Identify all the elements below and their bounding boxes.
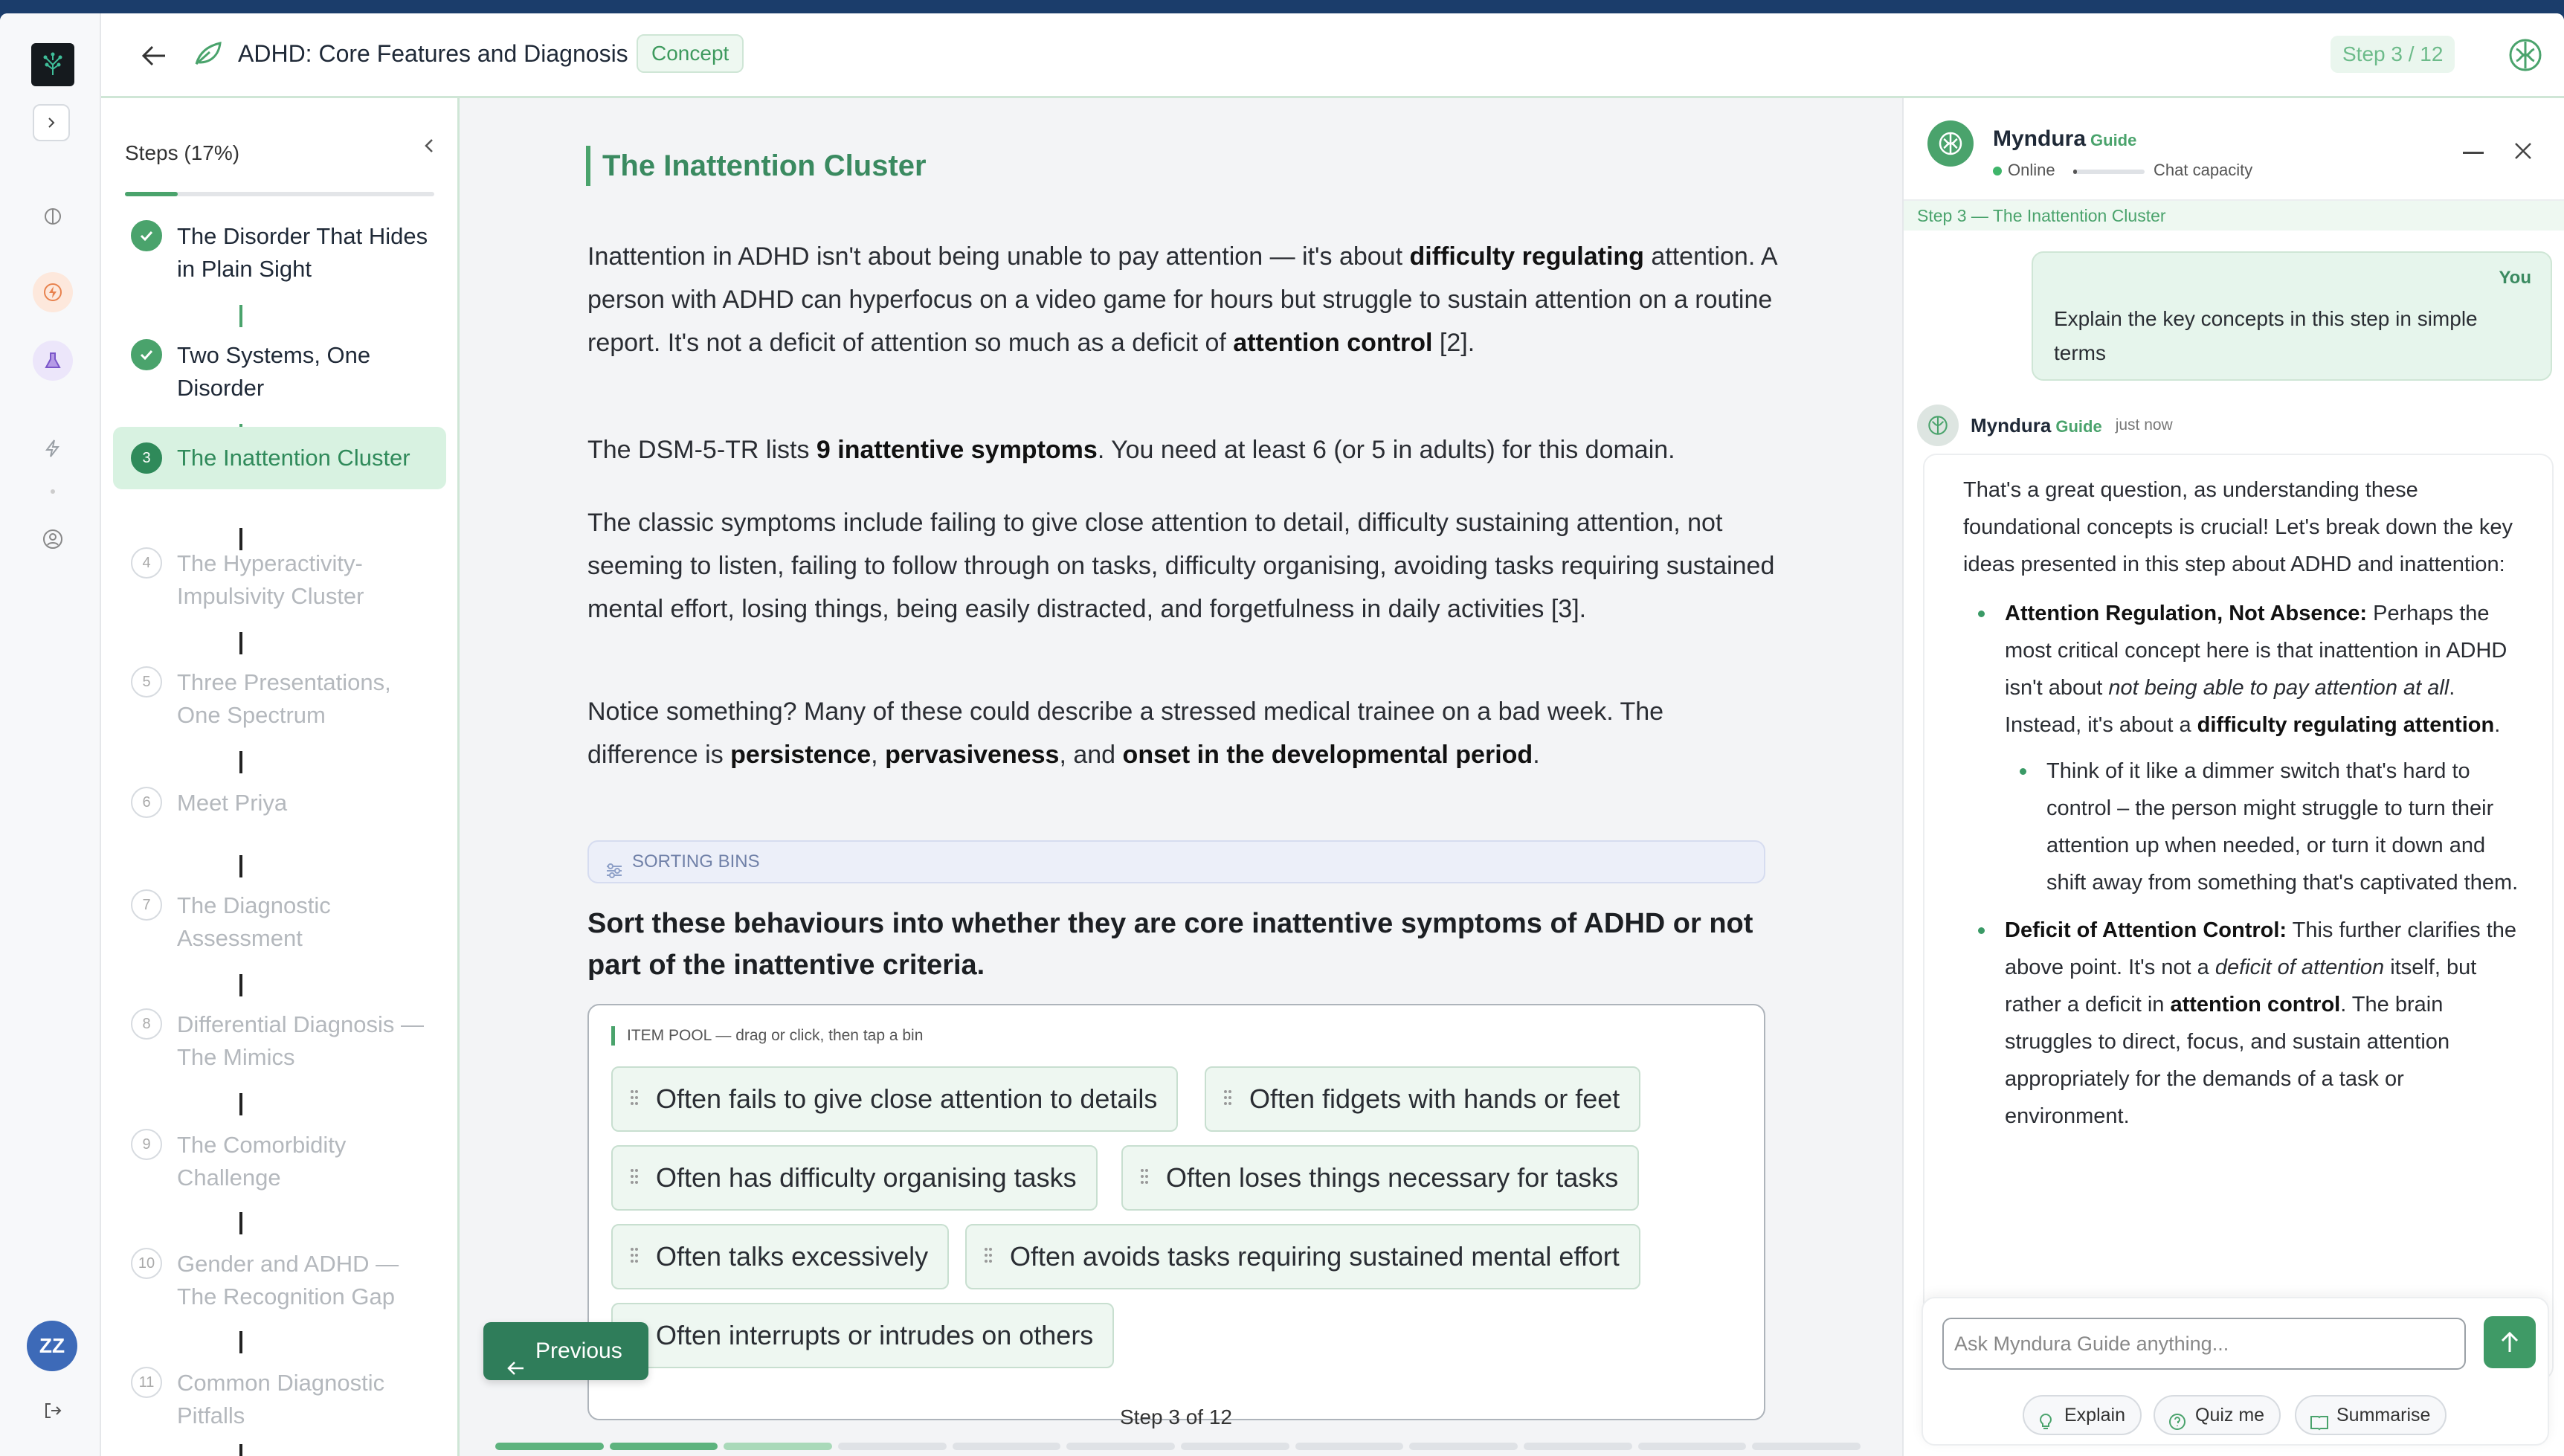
chat-capacity-label: Chat capacity — [2154, 161, 2253, 179]
chat-capacity-bar — [2073, 170, 2145, 174]
progress-segment — [724, 1443, 832, 1450]
expand-icon[interactable] — [33, 104, 70, 141]
step-number: 11 — [131, 1367, 162, 1398]
chat-input[interactable]: Ask Myndura Guide anything... — [1942, 1318, 2466, 1370]
step-item[interactable] — [113, 339, 446, 405]
explain-label: Explain — [2064, 1405, 2125, 1426]
logo-icon[interactable] — [31, 43, 74, 86]
app-rail — [0, 13, 101, 1456]
step-connector — [239, 751, 242, 773]
steps-progress-fill — [125, 192, 178, 196]
text: . — [1533, 741, 1540, 769]
back-arrow-icon — [506, 1341, 525, 1399]
step-number: 5 — [131, 666, 162, 698]
online-dot — [1993, 167, 2002, 175]
reply-bullet — [1963, 595, 2528, 901]
step-label-line: The Recognition Gap — [177, 1283, 395, 1310]
reply-intro: That's a great question, as understanding these foundational concepts is crucial! Let's break down the key ideas presented in this step about ADHD and inattention: — [1963, 478, 2513, 576]
activity-tag — [587, 840, 1765, 883]
step-label-line: Challenge — [177, 1165, 281, 1191]
emphasis: attention control — [2170, 993, 2341, 1017]
step-label-line: Gender and ADHD — — [177, 1251, 399, 1277]
paragraph-4 — [587, 690, 1777, 776]
grip-icon[interactable] — [631, 1169, 640, 1185]
chip-label: Often avoids tasks requiring sustained mental effort — [1010, 1241, 1620, 1272]
bot-message-body — [1963, 471, 2528, 1135]
progress-segment — [1409, 1443, 1518, 1450]
concept-badge: Concept — [637, 34, 744, 73]
text: This further clarifies the above point. It's not a — [2005, 918, 2517, 979]
sortable-chip[interactable] — [611, 1303, 1114, 1368]
emphasis: persistence — [730, 741, 872, 769]
step-label-line: Meet Priya — [177, 790, 288, 816]
step-label-line: The Comorbidity — [177, 1132, 347, 1158]
step-item[interactable] — [113, 1367, 446, 1432]
lightning-icon[interactable] — [33, 428, 73, 468]
step-label-line: Impulsivity Cluster — [177, 583, 364, 609]
step-label-line: Common Diagnostic — [177, 1370, 385, 1396]
grip-icon[interactable] — [985, 1248, 993, 1264]
step-label — [177, 1129, 346, 1194]
progress-segment — [953, 1443, 1061, 1450]
step-label-line: Three Presentations, — [177, 669, 391, 695]
bot-name-suffix: Guide — [2090, 131, 2137, 149]
chat-capacity-fill — [2073, 170, 2077, 174]
check-icon — [131, 339, 162, 370]
item-pool — [587, 1004, 1765, 1420]
grip-icon[interactable] — [1141, 1169, 1150, 1185]
step-label-line: The Mimics — [177, 1044, 295, 1070]
bot-name-suffix: Guide — [2055, 416, 2102, 436]
italic-text: not being able to pay attention at all — [2108, 676, 2449, 700]
chip-label: Often fails to give close attention to details — [656, 1083, 1158, 1114]
progress-segment — [495, 1443, 604, 1450]
step-connector — [239, 855, 242, 877]
step-label — [177, 666, 391, 732]
step-label — [177, 220, 428, 286]
emphasis: 9 inattentive symptoms — [816, 436, 1098, 464]
sliders-icon — [605, 854, 623, 894]
bot-message-name — [1971, 414, 2102, 437]
grip-icon[interactable] — [1224, 1090, 1233, 1107]
reply-sub-bullet: Think of it like a dimmer switch that's hard to control – the person might struggle to turn their attention up when needed, or turn it down and shift away from something that's captivated them. — [2005, 753, 2528, 901]
user-circle-icon[interactable] — [33, 519, 73, 559]
text: Notice something? Many of these could describe a stressed medical trainee on a bad week. The difference is — [587, 698, 1664, 769]
activity-question: Sort these behaviours into whether they are core inattentive symptoms of ADHD or not part of the inattentive criteria. — [587, 908, 1753, 981]
brain-nav-icon[interactable] — [33, 196, 73, 236]
steps-header: Steps (17%) — [125, 141, 240, 164]
quiz-icon — [2168, 1406, 2186, 1443]
reply-sublist — [2005, 753, 2528, 901]
text: attention. A person with ADHD can hyperfocus on a video game for hours but struggle to sustain attention on a routine report. It's not a deficit of attention so much as a deficit of — [587, 242, 1777, 357]
reply-bullet — [1963, 912, 2528, 1135]
chip-label: Often talks excessively — [656, 1241, 929, 1272]
step-label-line: Two Systems, One — [177, 342, 371, 368]
chat-header — [1904, 98, 2564, 201]
sortable-chip[interactable] — [965, 1224, 1640, 1289]
status-label: Online — [2008, 161, 2055, 179]
step-label-line: The Diagnostic — [177, 892, 331, 918]
sortable-chip[interactable] — [611, 1224, 949, 1289]
rail-divider — [51, 489, 55, 494]
sortable-chip[interactable] — [611, 1145, 1098, 1211]
step-item[interactable] — [113, 427, 446, 489]
bullet-title: Deficit of Attention Control: — [2005, 918, 2287, 942]
close-icon[interactable] — [2512, 140, 2534, 166]
step-label-line: The Inattention Cluster — [177, 445, 410, 471]
bot-message-header — [1917, 405, 2173, 446]
step-item[interactable] — [113, 220, 446, 286]
step-item[interactable] — [113, 1248, 446, 1313]
step-label-line: The Disorder That Hides — [177, 223, 428, 249]
step-connector — [239, 1444, 242, 1456]
step-label-line: Disorder — [177, 375, 265, 401]
step-label — [177, 339, 370, 405]
sortable-chip[interactable] — [1121, 1145, 1639, 1211]
paragraph-3: The classic symptoms include failing to give close attention to detail, difficulty sustaining attention, not seeming to listen, failing to follow through on tasks, difficulty organising, avoiding tasks requiring sustained mental effort, losing things, being easily distracted, and forgetfulness in daily activities [3]. — [587, 509, 1775, 623]
sortable-chip[interactable] — [611, 1066, 1178, 1132]
step-label — [177, 1248, 399, 1313]
message-time: just now — [2115, 416, 2173, 434]
top-header — [101, 13, 2564, 98]
text: itself, but rather a deficit in — [2005, 956, 2477, 1017]
bot-message — [1923, 454, 2554, 1380]
step-connector — [239, 632, 242, 654]
steps-progress-track — [125, 192, 434, 196]
italic-text: deficit of attention — [2214, 956, 2385, 979]
progress-segment — [1066, 1443, 1175, 1450]
quiz-me-button[interactable] — [2154, 1395, 2281, 1435]
chat-context: Step 3 — The Inattention Cluster — [1904, 201, 2564, 231]
step-label-line: One Spectrum — [177, 702, 326, 728]
step-number: 7 — [131, 889, 162, 921]
lesson-progress — [495, 1443, 1861, 1450]
step-connector — [239, 1212, 242, 1234]
section-title: The Inattention Cluster — [586, 146, 927, 186]
footer-step-label: Step 3 of 12 — [1120, 1405, 1233, 1428]
step-label-line: Differential Diagnosis — — [177, 1011, 424, 1037]
step-indicator: Step 3 / 12 — [2331, 36, 2455, 73]
step-number: 8 — [131, 1008, 162, 1040]
bolt-icon[interactable] — [33, 272, 73, 312]
step-number: 10 — [131, 1248, 162, 1279]
steps-panel — [101, 98, 460, 1456]
summary-icon — [2310, 1406, 2329, 1443]
chip-label: Often fidgets with hands or feet — [1249, 1083, 1620, 1114]
progress-segment — [1295, 1443, 1404, 1450]
user-message — [2032, 251, 2552, 381]
step-item[interactable] — [113, 787, 446, 819]
bot-avatar-icon — [1917, 405, 1959, 446]
bullet-title: Attention Regulation, Not Absence: — [2005, 602, 2368, 625]
bot-name: Myndura — [1971, 413, 2052, 437]
reply-list — [1963, 595, 2528, 1135]
logout-icon[interactable] — [33, 1391, 73, 1431]
item-pool-title: ITEM POOL — drag or click, then tap a bin — [611, 1026, 923, 1046]
step-item[interactable] — [113, 1008, 446, 1074]
chip-label: Often interrupts or intrudes on others — [656, 1320, 1094, 1350]
flask-icon[interactable] — [33, 341, 73, 381]
text: [2]. — [1432, 329, 1475, 357]
chip-label: Often has difficulty organising tasks — [656, 1162, 1077, 1193]
previous-label: Previous — [535, 1339, 622, 1363]
text: The DSM-5-TR lists — [587, 436, 816, 464]
activity-tag-label: SORTING BINS — [632, 851, 760, 872]
grip-icon[interactable] — [631, 1090, 640, 1107]
step-label — [177, 547, 364, 613]
step-connector — [239, 1331, 242, 1353]
bot-name: Myndura — [1993, 126, 2087, 151]
text: , and — [1059, 741, 1123, 769]
step-connector — [239, 1093, 242, 1115]
progress-segment — [838, 1443, 947, 1450]
progress-segment — [1524, 1443, 1632, 1450]
step-label — [177, 442, 410, 474]
quiz-me-label: Quiz me — [2195, 1405, 2265, 1426]
collapse-icon[interactable] — [421, 137, 439, 158]
avatar[interactable]: ZZ — [27, 1321, 77, 1371]
step-label-line: Assessment — [177, 925, 303, 951]
text: . The brain struggles to direct, focus, and sustain attention appropriately for the demands of a task or environment. — [2005, 993, 2450, 1128]
step-item[interactable] — [113, 1129, 446, 1194]
emphasis: difficulty regulating — [1409, 242, 1644, 271]
emphasis: attention control — [1233, 329, 1433, 357]
progress-segment — [1752, 1443, 1861, 1450]
progress-segment — [610, 1443, 718, 1450]
paragraph-1 — [587, 235, 1777, 364]
step-label-line: Pitfalls — [177, 1402, 245, 1428]
send-button[interactable] — [2484, 1316, 2536, 1368]
leaf-icon — [193, 40, 223, 71]
step-item[interactable] — [113, 547, 446, 613]
chip-label: Often loses things necessary for tasks — [1166, 1162, 1619, 1193]
text: , — [871, 741, 886, 769]
step-label — [177, 889, 331, 955]
step-connector — [239, 974, 242, 996]
back-arrow-icon[interactable] — [137, 39, 171, 73]
chat-composer — [1922, 1297, 2549, 1446]
user-label: You — [2499, 268, 2531, 288]
progress-segment — [1638, 1443, 1747, 1450]
chat-panel — [1902, 98, 2564, 1456]
brain-icon[interactable] — [2507, 37, 2543, 77]
user-message-text: Explain the key concepts in this step in simple terms — [2054, 307, 2478, 364]
summarise-button[interactable] — [2295, 1395, 2447, 1435]
step-label-line: The Hyperactivity- — [177, 550, 363, 576]
step-label — [177, 787, 287, 819]
app-window — [0, 13, 2564, 1456]
step-number: 4 — [131, 547, 162, 579]
progress-segment — [1181, 1443, 1289, 1450]
explain-button[interactable] — [2023, 1395, 2142, 1435]
step-item[interactable] — [113, 666, 446, 732]
previous-button[interactable] — [483, 1322, 648, 1380]
text: . Instead, it's about a — [2005, 676, 2455, 737]
step-item[interactable] — [113, 889, 446, 955]
text: Inattention in ADHD isn't about being unable to pay attention — it's about — [587, 242, 1410, 271]
text: . You need at least 6 (or 5 in adults) for this domain. — [1097, 436, 1675, 464]
step-label-line: in Plain Sight — [177, 256, 312, 282]
lesson-content — [460, 98, 1902, 1456]
step-connector — [239, 305, 242, 327]
emphasis: pervasiveness — [885, 741, 1060, 769]
check-icon — [131, 220, 162, 251]
summarise-label: Summarise — [2336, 1405, 2431, 1426]
paragraph-2 — [587, 428, 1777, 471]
text: . — [2494, 713, 2501, 737]
step-number: 6 — [131, 787, 162, 818]
sortable-chip[interactable] — [1205, 1066, 1640, 1132]
step-label — [177, 1367, 384, 1432]
emphasis: onset in the developmental period — [1122, 741, 1533, 769]
grip-icon[interactable] — [631, 1248, 640, 1264]
text: Perhaps the most critical concept here is that inattention in ADHD isn't about — [2005, 602, 2507, 700]
step-number: 9 — [131, 1129, 162, 1160]
status-online — [1993, 161, 2055, 180]
minimize-icon[interactable] — [2463, 152, 2484, 154]
step-label — [177, 1008, 424, 1074]
bot-avatar-icon — [1927, 120, 1974, 167]
chat-bot-name — [1993, 126, 2136, 152]
emphasis: difficulty regulating attention — [2197, 713, 2495, 737]
lightbulb-icon — [2038, 1406, 2054, 1443]
step-number: 3 — [131, 442, 162, 474]
page-title: ADHD: Core Features and Diagnosis — [238, 40, 628, 67]
